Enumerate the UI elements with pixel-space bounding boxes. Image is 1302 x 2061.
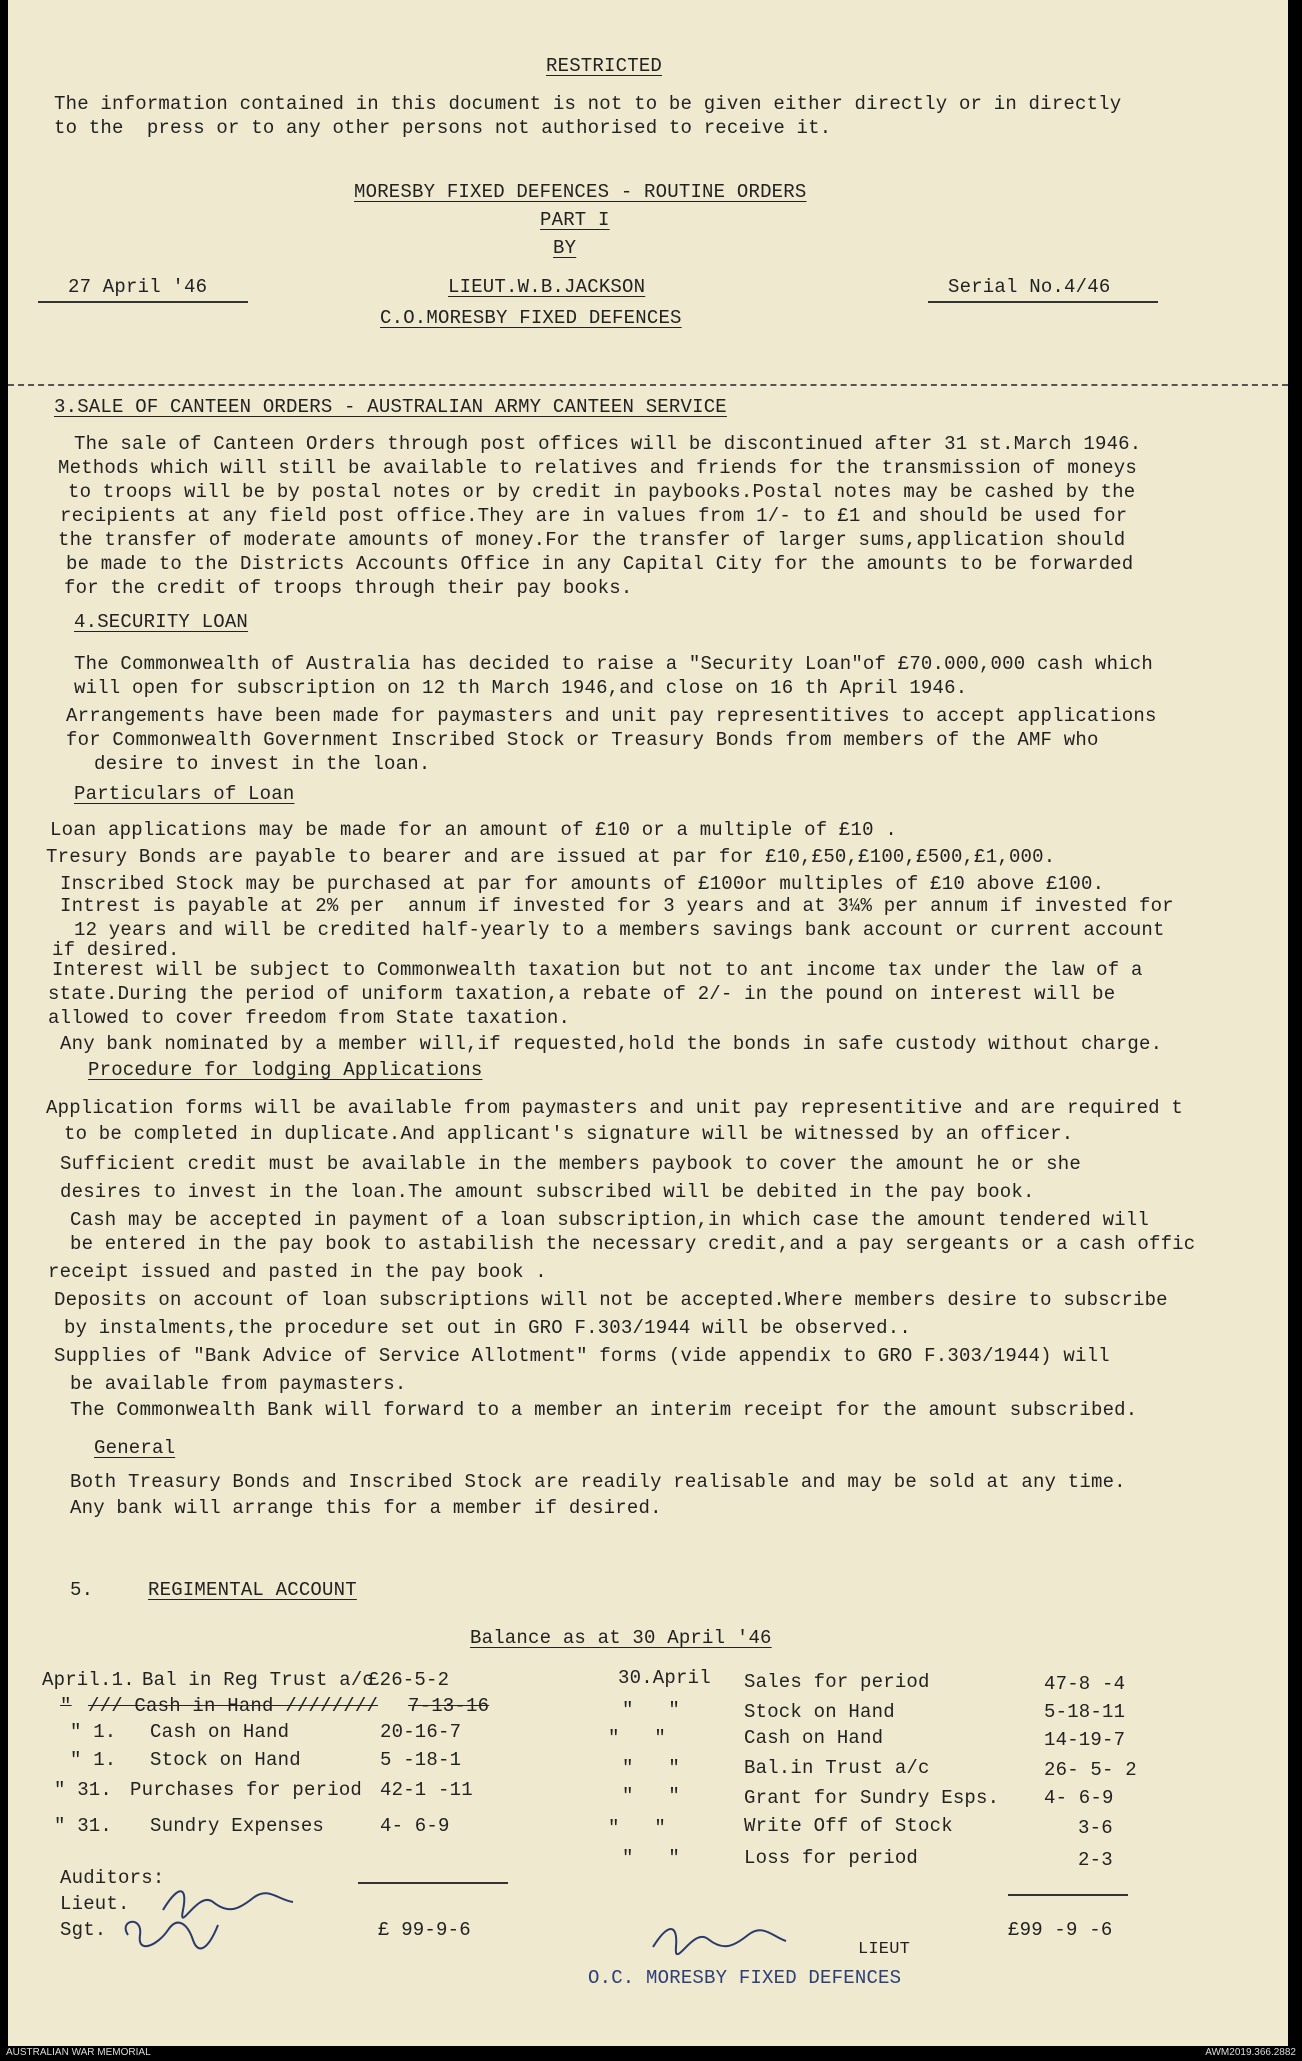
particulars-line: state.During the period of uniform taxation,a rebate of 2/- in the pound on interest will be [48,983,1116,1005]
section-3-line: the transfer of moderate amounts of money.For the transfer of larger sums,application should [58,529,1126,551]
procedure-line: Deposits on account of loan subscriptions will not be accepted.Where members desire to subscribe [54,1289,1168,1311]
procedure-line: The Commonwealth Bank will forward to a member an interim receipt for the amount subscribed. [70,1399,1138,1421]
ledger-amount: 5-18-11 [1044,1701,1126,1723]
signoff-unit-stamp: O.C. MORESBY FIXED DEFENCES [588,1967,902,1989]
section-3-line: be made to the Districts Accounts Office in any Capital City for the amounts to be forwarded [66,553,1134,575]
ledger-date: " " [608,1817,667,1839]
ledger-description: Stock on Hand [744,1701,895,1723]
ledger-amount: 4- 6-9 [1044,1787,1114,1809]
ledger-date: " " [622,1757,681,1779]
procedure-line: Supplies of "Bank Advice of Service Allotment" forms (vide appendix to GRO F.303/1944) will [54,1345,1110,1367]
section-4-intro-line: Arrangements have been made for paymasters and unit pay representitives to accept applications [66,705,1157,727]
particulars-line: 12 years and will be credited half-yearly to a members savings bank account or current account [74,919,1165,941]
by-label: BY [553,237,577,259]
document-title: MORESBY FIXED DEFENCES - ROUTINE ORDERS [354,181,807,203]
notice-line-1: The information contained in this document is not to be given either directly or in directly [54,93,1122,115]
ledger-date: " 31. [54,1815,113,1837]
section-3-line: Methods which will still be available to relatives and friends for the transmission of moneys [58,457,1137,479]
ledger-amount: 5 -18-1 [380,1749,462,1771]
footer-accession-number: AWM2019.366.2882 [1205,2047,1296,2058]
ledger-description: Bal in Reg Trust a/c [142,1669,375,1691]
ledger-amount: 2-3 [1078,1849,1113,1871]
ledger-date: " 1. [70,1749,117,1771]
notice-line-2: to the press or to any other persons not authorised to receive it. [54,117,832,139]
section-3-line: The sale of Canteen Orders through post offices will be discontinued after 31 st.March 1946. [74,433,1142,455]
sgt-label: Sgt. [60,1919,107,1941]
section-4-intro-line: The Commonwealth of Australia has decided to raise a "Security Loan"of £70.000,000 cash which [74,653,1153,675]
ledger-description: Purchases for period [130,1779,363,1801]
particulars-line: Loan applications may be made for an amount of £10 or a multiple of £10 . [50,819,897,841]
particulars-line: Intrest is payable at 2% per annum if invested for 3 years and at 3¼% per annum if invested for [60,895,1174,917]
serial-number: Serial No.4/46 [948,276,1111,298]
section-4-intro-line: will open for subscription on 12 th March 1946,and close on 16 th April 1946. [74,677,968,699]
ledger-date: " " [622,1699,681,1721]
order-date: 27 April '46 [68,276,208,298]
procedure-line: Cash may be accepted in payment of a loan subscription,in which case the amount tendered will [70,1209,1149,1231]
date-rule [38,301,248,303]
ledger-amount: 4- 6-9 [380,1815,450,1837]
ledger-amount: 47-8 -4 [1044,1673,1126,1695]
ledger-amount: 26- 5- 2 [1044,1759,1137,1781]
procedure-line: to be completed in duplicate.And applicant's signature will be witnessed by an officer. [64,1123,1074,1145]
ledger-description: Stock on Hand [150,1749,301,1771]
ledger-description: Cash on Hand [744,1727,884,1749]
procedure-line: Sufficient credit must be available in the members paybook to cover the amount he or she [60,1153,1081,1175]
ledger-date: " [60,1695,72,1717]
section-4-intro-line: for Commonwealth Government Inscribed Stock or Treasury Bonds from members of the AMF who [66,729,1099,751]
archive-footer [0,2046,1302,2061]
right-total-rule [1008,1894,1128,1896]
procedure-line: receipt issued and pasted in the pay book . [48,1261,547,1283]
footer-institution: AUSTRALIAN WAR MEMORIAL [6,2047,151,2058]
ledger-description: /// Cash in Hand //////// [88,1695,379,1717]
procedure-line: Application forms will be available from paymasters and unit pay representitive and are required t [46,1097,1183,1119]
procedure-line: desires to invest in the loan.The amount subscribed will be debited in the pay book. [60,1181,1035,1203]
procedure-line: be available from paymasters. [70,1373,407,1395]
section-4-intro-line: desire to invest in the loan. [94,753,431,775]
ledger-amount: 3-6 [1078,1817,1113,1839]
ledger-description: Loss for period [744,1847,919,1869]
particulars-line: Inscribed Stock may be purchased at par for amounts of £100or multiples of £10 above £100. [60,873,1105,895]
ledger-description: Write Off of Stock [744,1815,953,1837]
ledger-date: " " [622,1785,681,1807]
ledger-description: Bal.in Trust a/c [744,1757,930,1779]
ledger-amount: 14-19-7 [1044,1729,1126,1751]
ledger-date: " 1. [70,1721,117,1743]
lieut-label: Lieut. [60,1893,130,1915]
particulars-line: allowed to cover freedom from State taxation. [48,1007,571,1029]
restricted-label: RESTRICTED [546,55,663,77]
officer-name: LIEUT.W.B.JACKSON [448,276,646,298]
left-total: £ 99-9-6 [378,1919,471,1941]
sgt-signature [118,1910,228,1955]
ledger-amount: £26-5-2 [368,1669,450,1691]
ledger-amount: 42-1 -11 [380,1779,473,1801]
right-total: £99 -9 -6 [1008,1919,1113,1941]
ledger-description: Sales for period [744,1671,930,1693]
ledger-date: April.1. [42,1669,135,1691]
section-divider [8,384,1288,386]
ledger-date: " 31. [54,1779,113,1801]
procedure-line: be entered in the pay book to astabilish the necessary credit,and a pay sergeants or a cash offic [70,1233,1196,1255]
ledger-amount: 20-16-7 [380,1721,462,1743]
officer-unit: C.O.MORESBY FIXED DEFENCES [380,307,682,329]
ledger-description: Grant for Sundry Esps. [744,1787,1000,1809]
document-page [8,0,1288,2046]
balance-heading: Balance as at 30 April '46 [470,1627,772,1649]
procedure-line: by instalments,the procedure set out in GRO F.303/1944 will be observed.. [64,1317,911,1339]
section-3-heading: 3.SALE OF CANTEEN ORDERS - AUSTRALIAN ARMY CANTEEN SERVICE [54,396,727,418]
general-line: Any bank will arrange this for a member if desired. [70,1497,662,1519]
serial-rule [928,301,1158,303]
signoff-rank: LIEUT [858,1940,911,1959]
section-3-line: to troops will be by postal notes or by credit in paybooks.Postal notes may be cashed by the [68,481,1136,503]
co-signature [648,1915,788,1955]
particulars-line: Any bank nominated by a member will,if requested,hold the bonds in safe custody without charge. [60,1033,1163,1055]
section-3-line: recipients at any field post office.They are in values from 1/- to £1 and should be used for [60,505,1128,527]
ledger-date: " " [608,1727,667,1749]
section-5-number: 5. [70,1579,94,1601]
particulars-line: if desired. [52,939,180,961]
auditors-label: Auditors: [60,1867,165,1889]
general-line: Both Treasury Bonds and Inscribed Stock are readily realisable and may be sold at any time. [70,1471,1126,1493]
ledger-description: Sundry Expenses [150,1815,325,1837]
ledger-date: 30.April [618,1667,711,1689]
part-label: PART I [540,209,610,231]
ledger-description: Cash on Hand [150,1721,290,1743]
particulars-line: Interest will be subject to Commonwealth taxation but not to ant income tax under the law of a [52,959,1143,981]
general-heading: General [94,1437,176,1459]
section-4-heading: 4.SECURITY LOAN [74,611,249,633]
particulars-heading: Particulars of Loan [74,783,295,805]
left-total-rule [358,1882,508,1884]
section-3-line: for the credit of troops through their pay books. [64,577,633,599]
ledger-date: " " [622,1847,681,1869]
procedure-heading: Procedure for lodging Applications [88,1059,483,1081]
ledger-amount: 7-13-16 [408,1695,490,1717]
section-5-heading: REGIMENTAL ACCOUNT [148,1579,357,1601]
particulars-line: Tresury Bonds are payable to bearer and are issued at par for £10,£50,£100,£500,£1,000. [46,846,1056,868]
